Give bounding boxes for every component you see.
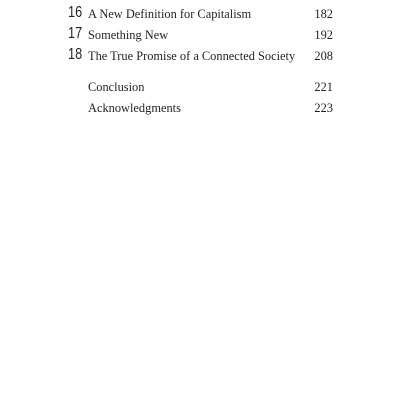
toc-chapter-row: [0, 3, 400, 23]
section-title: Acknowledgments: [88, 101, 181, 115]
chapter-page-number: 192: [314, 28, 333, 42]
chapter-title: Something New: [88, 28, 169, 42]
chapter-number: 17: [68, 25, 83, 42]
toc-chapter-row: [0, 24, 400, 44]
section-title: Conclusion: [88, 80, 145, 94]
chapter-title: The True Promise of a Connected Society: [88, 49, 296, 63]
toc-back-matter-row: [0, 76, 400, 96]
chapter-page-number: 208: [314, 49, 333, 63]
section-page-number: 223: [314, 101, 333, 115]
toc-back-matter-row: [0, 97, 400, 117]
section-page-number: 221: [314, 80, 333, 94]
chapter-number: 16: [68, 4, 83, 21]
chapter-page-number: 182: [314, 7, 333, 21]
chapter-title: A New Definition for Capitalism: [88, 7, 252, 21]
toc-chapter-row: [0, 45, 400, 65]
chapter-number: 18: [68, 46, 83, 63]
